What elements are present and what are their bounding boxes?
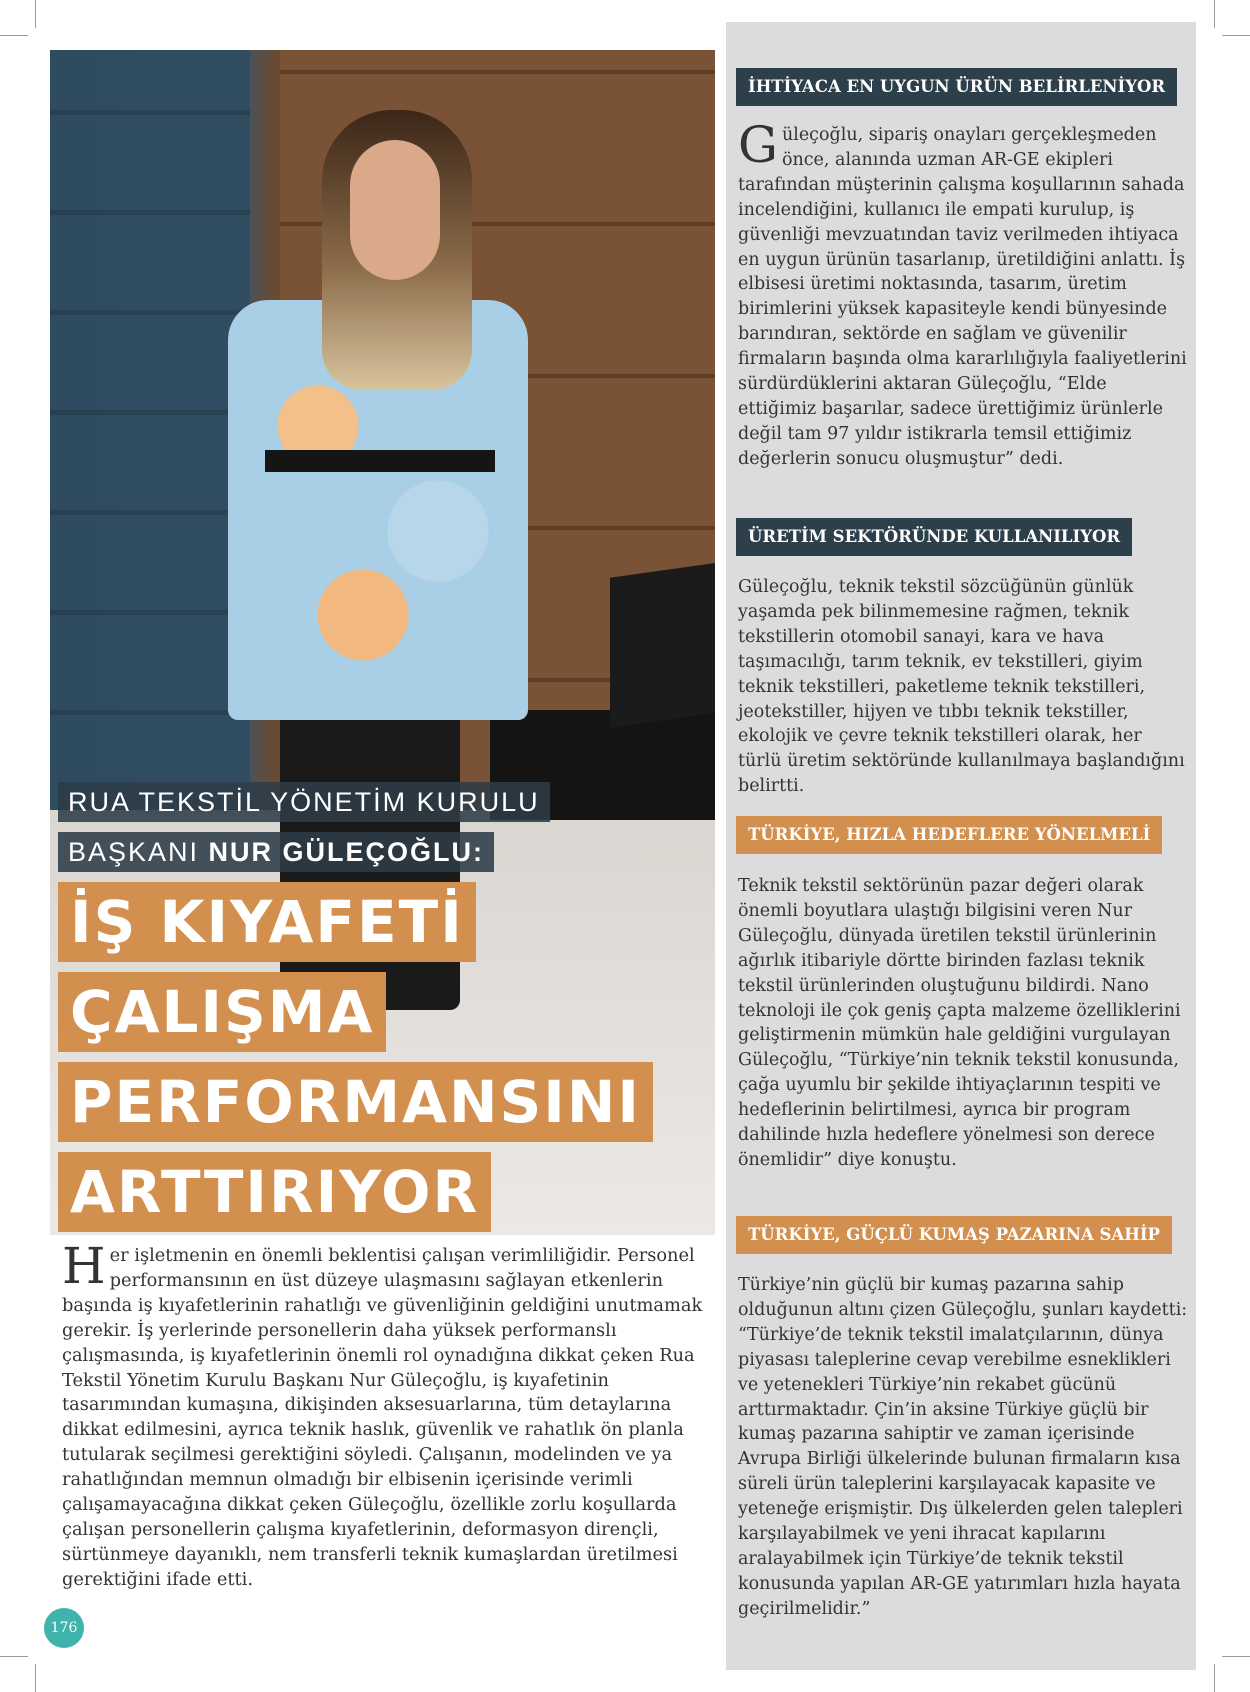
portrait-photo bbox=[50, 50, 715, 1235]
laptop bbox=[610, 562, 715, 727]
headline-line-2: ÇALIŞMA bbox=[58, 972, 386, 1052]
wall-panel bbox=[50, 50, 250, 810]
left-article bbox=[62, 1237, 712, 1593]
headline-line-1: İŞ KIYAFETİ bbox=[58, 882, 476, 962]
left-article-text: er işletmenin en önemli beklentisi çalışan verimliliğidir. Personel performansının en üst düzeye ulaşmasını sağlayan etkenlerin başında iş kıyafetlerinin rahatlığı ve güvenliğinin geldiğini unutmamak gerekir. İş yerlerinde personellerin daha yüksek performanslı çalışmasında, iş kıyafetlerinin önemli rol oynadığına dikkat çeken Rua Tekstil Yönetim Kurulu Başkanı Nur Güleçoğlu, iş kıyafetinin tasarımından kumaşına, dikişinden aksesuarlarına, tüm detaylarına dikkat edilmesini, ayrıca teknik haslık, güvenlik ve rahatlık ön planla tutularak seçilmesi gerektiğini söyledi. Çalışanın, modelinden ve ya rahatlığından memnun olmadığı bir elbisenin içerisinde verimli çalışamayacağına dikkat çeken Güleçoğlu, özellikle zorlu koşullarda çalışan personellerin çalışma kıyafetlerinin, deformasyon dirençli, sürtünmeye dayanıklı, nem transferli teknik kumaşlardan üretilmesi gerektiğini ifade etti. bbox=[62, 1245, 703, 1590]
section-text-4: Türkiye’nin güçlü bir kumaş pazarına sahip olduğunun altını çizen Güleçoğlu, şunları kaydetti: “Türkiye’de teknik tekstil imalatçılarının, dünya piyasası taleplerine cevap verebilme esneklikleri ve yetenekleri Türkiye’nin rekabet gücünü arttırmaktadır. Çin’in aksine Türkiye güçlü bir kumaş pazarına sahiptir ve zaman içerisinde Avrupa Birliği ülkelerinde bulunan firmaların kısa süreli ürün taleplerini karşılayacak kapasite ve yeteneğe erişmiştir. Dış ülkelerden gelen talepleri karşılayabilmek ve yeni ihracat kapılarını aralayabilmek için Türkiye’de teknik tekstil konusunda yapılan AR-GE yatırımları hızla hayata geçirilmelidir.” bbox=[738, 1275, 1188, 1619]
section-text-3: Teknik tekstil sektörünün pazar değeri olarak önemli boyutlara ulaştığı bilgisini veren Nur Güleçoğlu, dünyada üretilen tekstil ürünlerinin ağırlık itibariyle dörtte birinden fazlası teknik tekstil ürünlerinden oluştuğunu bildirdi. Nano teknoloji ile çok geniş çapta malzeme özelliklerini geliştirmenin mümkün hale geldiğini vurgulayan Güleçoğlu, “Türkiye’nin teknik tekstil konusunda, çağa uyumlu bir şekilde ihtiyaçlarının tespiti ve hedeflerinin belirtilmesi, ayrıca bir program dahilinde hızla hedeflere yönelmesi son derece önemlidir” diye konuştu. bbox=[738, 876, 1181, 1170]
subtitle-line-2 bbox=[58, 832, 494, 872]
section-heading-2: ÜRETİM SEKTÖRÜNDE KULLANILIYOR bbox=[736, 518, 1132, 556]
subtitle-normal: BAŞKANI bbox=[68, 837, 209, 867]
person-belt bbox=[265, 450, 495, 472]
dropcap: G bbox=[738, 116, 778, 174]
subtitle-name: NUR GÜLEÇOĞLU: bbox=[208, 837, 485, 867]
crop-mark bbox=[1222, 1656, 1250, 1657]
headline-line-4: ARTTIRIYOR bbox=[58, 1152, 491, 1232]
section-heading-3: TÜRKİYE, HIZLA HEDEFLERE YÖNELMELİ bbox=[736, 816, 1162, 854]
crop-mark bbox=[35, 1664, 36, 1692]
subtitle-line-1: RUA TEKSTİL YÖNETİM KURULU bbox=[58, 782, 550, 822]
section-heading-1: İHTİYACA EN UYGUN ÜRÜN BELİRLENİYOR bbox=[736, 68, 1177, 106]
crop-mark bbox=[1214, 1664, 1215, 1692]
headline-line-3: PERFORMANSINI bbox=[58, 1062, 653, 1142]
section-heading-4: TÜRKİYE, GÜÇLÜ KUMAŞ PAZARINA SAHİP bbox=[736, 1216, 1172, 1254]
crop-mark bbox=[1222, 35, 1250, 36]
person-face bbox=[350, 140, 440, 280]
dropcap: H bbox=[62, 1237, 106, 1295]
crop-mark bbox=[1214, 0, 1215, 28]
section-text-2: Güleçoğlu, teknik tekstil sözcüğünün günlük yaşamda pek bilinmemesine rağmen, teknik tekstillerin otomobil sanayi, kara ve hava taşımacılığı, tarım teknik, ev tekstilleri, giyim teknik tekstilleri, paketleme teknik tekstilleri, jeotekstiller, hijyen ve tıbbı teknik tekstiller, ekolojik ve çevre teknik tekstilleri olarak, her türlü üretim sektöründe kullanılmaya başlandığını belirtti. bbox=[738, 577, 1185, 797]
section-text-1-body: üleçoğlu, sipariş onayları gerçekleşmeden önce, alanında uzman AR-GE ekipleri tarafından müşterinin çalışma koşullarının sahada incelendiğini, kullanıcı ile empati kurulup, iş güvenliği mevzuatından taviz verilmeden ihtiyaca en uygun ürünün tasarlanıp, üretildiğini anlattı. İş elbisesi üretimi noktasında, tasarım, üretim birimlerini yüksek kapasiteyle kendi bünyesinde barındıran, sektörde en sağlam ve güvenilir firmaların başında olma kararlılığıyla faaliyetlerini sürdürdüklerini aktaran Güleçoğlu, “Elde ettiğimiz başarılar, sadece ürettiğimiz ürünlerle değil tam 97 yıldır istikrarla temsil ettiğimiz değerlerin sonucu oluşmuştur” dedi. bbox=[738, 125, 1187, 469]
section-text-1 bbox=[738, 116, 1188, 472]
crop-mark bbox=[0, 1656, 28, 1657]
crop-mark bbox=[35, 0, 36, 28]
page-number: 176 bbox=[44, 1608, 84, 1648]
crop-mark bbox=[0, 35, 28, 36]
